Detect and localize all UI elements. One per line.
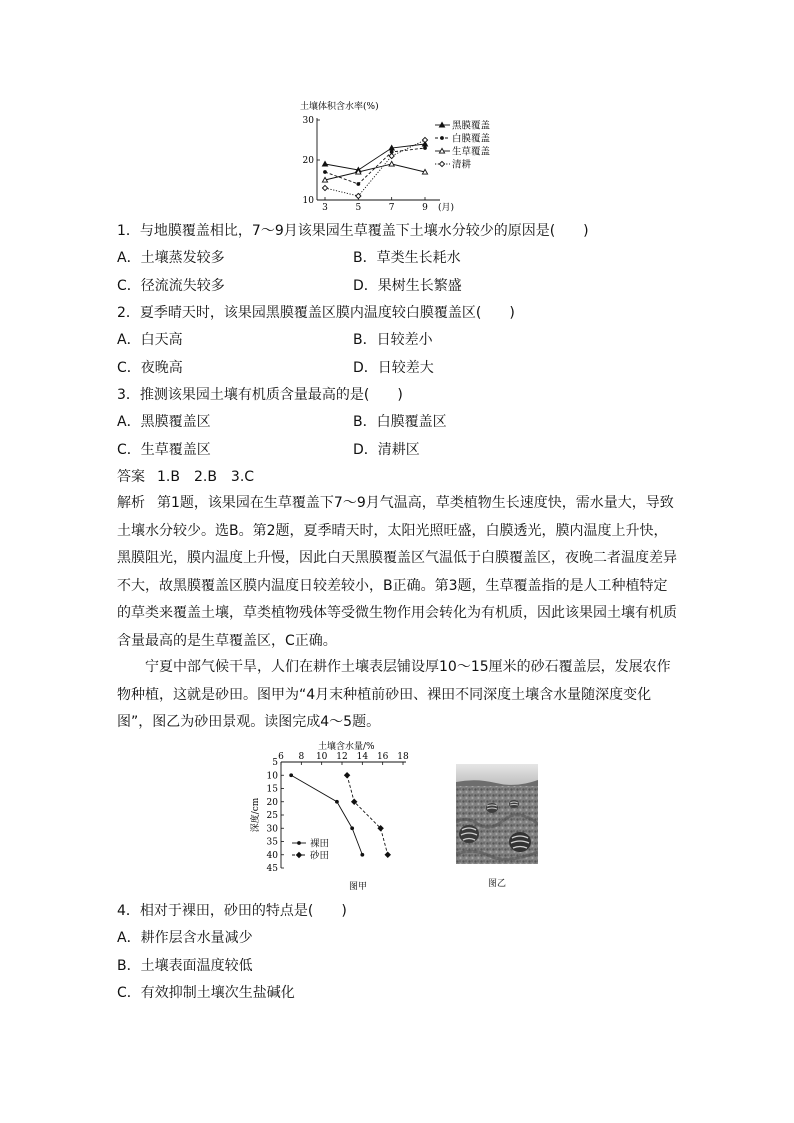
- chart2-y-tick-label: 25: [266, 811, 278, 821]
- chart1-y-tick-label: 20: [302, 156, 314, 166]
- chart2-data-point: [360, 853, 364, 857]
- chart1-data-point: [422, 137, 427, 142]
- q3-option-d: D．清耕区: [353, 442, 420, 458]
- q1-option-d: D．果树生长繁盛: [353, 278, 462, 294]
- sand-field-photo-image: [456, 764, 538, 864]
- q1-stem: 1．与地膜覆盖相比，7～9月该果园生草覆盖下土壤水分较少的原因是( ): [117, 223, 589, 239]
- chart2-x-tick-label: 12: [336, 752, 348, 762]
- q2-option-c: C．夜晚高: [117, 360, 183, 376]
- chart1-data-point: [423, 146, 427, 150]
- chart1-data-point: [322, 161, 327, 166]
- answer-line: [117, 467, 254, 487]
- chart2-legend-marker: [296, 852, 301, 857]
- chart2-title: 土壤含水量/%: [318, 742, 375, 752]
- q1-option-a: A．土壤蒸发较多: [117, 250, 225, 266]
- chart2-data-point: [335, 800, 339, 804]
- chart2-series-line: [347, 775, 388, 855]
- chart2-legend-label: 砂田: [310, 850, 330, 862]
- q4-stem: 4．相对于裸田，砂田的特点是( ): [117, 903, 347, 919]
- chart2-data-point: [344, 773, 349, 778]
- q3-option-c: C．生草覆盖区: [117, 442, 211, 458]
- chart2-legend-marker: [297, 841, 301, 845]
- analysis-label: 解析: [117, 495, 145, 511]
- q3-stem: 3．推测该果园土壤有机质含量最高的是( ): [117, 387, 403, 403]
- q1-option-b: B．草类生长耗水: [353, 250, 461, 266]
- chart2-y-tick-label: 20: [266, 797, 278, 808]
- chart1-series-line: [325, 144, 425, 170]
- chart1-y-axis-label: 土壤体积含水率(%): [300, 102, 379, 112]
- intro-paragraph: [117, 654, 680, 737]
- chart2-data-point: [385, 852, 390, 857]
- chart1-data-point: [323, 170, 327, 174]
- chart1-data-point: [322, 185, 327, 190]
- intro-text: 宁夏中部气候干旱，人们在耕作土壤表层铺设厚10～15厘米的砂石覆盖层，发展农作物种植，这就是砂田。图甲为“4月末种植前砂田、裸田不同深度土壤含水量随深度变化图”，图乙为砂田景观。读图完成4～5题。: [117, 659, 671, 730]
- chart2-x-tick-label: 16: [376, 752, 389, 762]
- chart1-x-tick-label: 3: [322, 203, 328, 213]
- chart1-legend-label: 白膜覆盖: [452, 133, 491, 145]
- chart2-x-tick-label: 14: [356, 752, 369, 762]
- chart1-data-point: [389, 161, 394, 166]
- chart2-legend-label: 裸田: [310, 838, 330, 850]
- chart2-data-point: [289, 773, 293, 777]
- chart1-legend-label: 黑膜覆盖: [452, 120, 491, 132]
- chart2-y-tick-label: 5: [272, 758, 278, 768]
- watermelon-icon: [459, 825, 479, 843]
- chart2-x-tick-label: 10: [315, 752, 328, 762]
- chart1-legend-marker: [439, 161, 444, 166]
- chart1-series-line: [325, 148, 425, 184]
- q2-option-a: A．白天高: [117, 332, 183, 348]
- chart1-x-tick-label: 9: [422, 203, 428, 213]
- chart1-legend-label: 清耕: [452, 159, 472, 171]
- q3-option-a: A．黑膜覆盖区: [117, 414, 211, 430]
- soil-moisture-by-month-chart: [290, 95, 520, 215]
- chart1-data-point: [389, 153, 394, 158]
- chart2-y-tick-label: 40: [266, 850, 278, 861]
- answer-label: 答案: [117, 469, 145, 485]
- q4-option-a: A．耕作层含水量减少: [117, 930, 253, 946]
- watermelon-icon: [509, 800, 519, 808]
- q2-stem: 2．夏季晴天时，该果园黑膜覆盖区膜内温度较白膜覆盖区( ): [117, 305, 515, 321]
- analysis-paragraph: [117, 490, 680, 655]
- chart2-y-tick-label: 10: [266, 771, 278, 782]
- soil-moisture-by-depth-chart: [248, 738, 428, 898]
- watermelon-icon: [509, 832, 531, 852]
- chart2-x-tick-label: 18: [397, 752, 409, 762]
- q4-option-b: B．土壤表面温度较低: [117, 958, 253, 974]
- photo-caption: 图乙: [488, 879, 507, 889]
- chart1-y-tick-label: 30: [302, 116, 314, 126]
- chart2-data-point: [350, 826, 354, 830]
- chart2-y-tick-label: 45: [266, 864, 278, 874]
- q3-option-b: B．白膜覆盖区: [353, 414, 447, 430]
- q4-option-c: C．有效抑制土壤次生盐碱化: [117, 985, 295, 1001]
- chart1-legend-marker: [440, 136, 444, 140]
- q2-option-b: B．日较差小: [353, 332, 433, 348]
- q2-option-d: D．日较差大: [353, 360, 434, 376]
- chart1-y-tick-label: 10: [302, 196, 314, 206]
- sand-field-photo: [456, 764, 538, 864]
- chart2-y-tick-label: 30: [266, 824, 278, 835]
- chart1-x-tick-label: 7: [388, 203, 395, 213]
- chart2-y-axis-label: 深度/cm: [251, 797, 261, 833]
- chart1-x-axis-label: (月): [438, 203, 455, 213]
- analysis-text: 第1题，该果园在生草覆盖下7～9月气温高，草类植物生长速度快，需水量大，导致土壤水分较少。选B。第2题，夏季晴天时，太阳光照旺盛，白膜透光，膜内温度上升快，黑膜阻光，膜内温度上升慢，因此白天黑膜覆盖区气温低于白膜覆盖区，夜晚二者温度差异不大，故黑膜覆盖区膜内温度日较差较小，B正确。第3题，生草覆盖指的是人工种植特定的草类来覆盖土壤，草类植物残体等受微生物作用会转化为有机质，因此该果园土壤有机质含量最高的是生草覆盖区，C正确。: [117, 495, 677, 649]
- answer-text: 1.B 2.B 3.C: [157, 469, 255, 485]
- chart2-y-tick-label: 35: [266, 837, 278, 848]
- chart2-caption: 图甲: [349, 882, 368, 892]
- chart1-data-point: [356, 182, 360, 186]
- chart2-y-tick-label: 15: [266, 784, 278, 795]
- watermelon-icon: [486, 803, 498, 813]
- chart2-x-tick-label: 8: [298, 752, 305, 762]
- chart2-x-tick-label: 6: [278, 752, 284, 762]
- q1-option-c: C．径流流失较多: [117, 278, 225, 294]
- chart1-legend-label: 生草覆盖: [452, 146, 491, 158]
- chart1-x-tick-label: 5: [355, 203, 362, 213]
